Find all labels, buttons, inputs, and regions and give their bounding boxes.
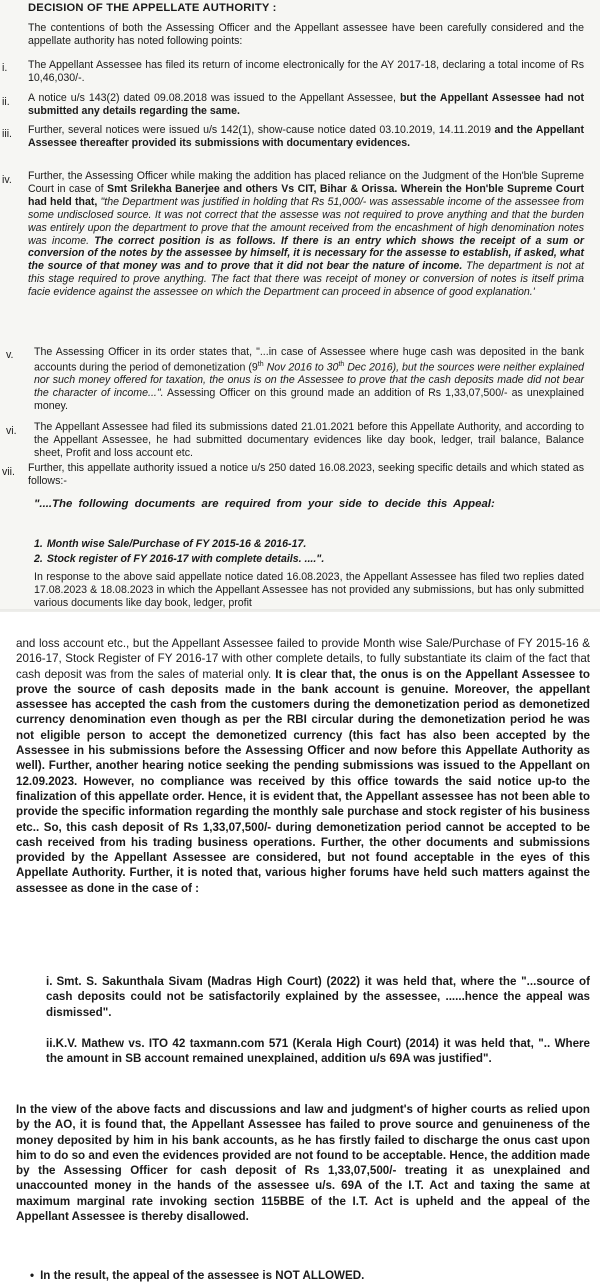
point-text: The Appellant Assessee had filed its submissions dated 21.01.2021 before this Appellate Authority, and according to the Appellant Assessee, he had submitted documentary evidences like day book, ledger, trail balance, Balance sheet, Profit and loss account etc. (34, 421, 584, 459)
continuation-paragraph: and loss account etc., but the Appellant Assessee failed to provide Month wise Sale/Purchase of FY 2015-16 & 2016-17, Stock Register of FY 2016-17 with other complete details, to fully substantiate its claim of the fact that cash deposit was from the sales of material only. It is clear that, the onus is on the Appellant Assessee to prove the source of cash deposits made in the bank account is genuine. Moreover, the appellant assessee has accepted the cash from the customers during the demonetization period as demonetized currency denomination even though as per the RBI circular during the demonetization period he was not eligible person to accept the demonetized currency (this fact has also been accepted by the Assessee in his submissions before the Assessing Officer and now before this Appellate Authority as well). Further, another hearing notice seeking the pending submissions was issued to the Appellant on 12.09.2023. However, no compliance was received by this office towards the said notice up-to the finalization of this appellate order. Hence, it is evident that, the Appellant assessee has not been able to provide the specific information regarding the monthly sale purchase and stock register of his business etc.. So, this cash deposit of Rs 1,33,07,500/- during demonetization period cannot be accepted to be cash received from his trading business operations. Further, the other documents and submissions provided by the Appellant Assessee are considered, but not found acceptable in the eyes of this Appellate Authority. Further, it is noted that, various higher forums have held such matters against the assessee as done in the case of : (16, 637, 591, 895)
bullet: • (30, 1269, 35, 1282)
point-text: The Appellant Assessee has filed its return of income electronically for the AY 2017-18, declaring a total income of Rs 10,46,030/-. (28, 59, 584, 84)
case-item: i. Smt. S. Sakunthala Sivam (Madras High Court) (2022) it was held that, where the "...source of cash deposits could not be satisfactorily explained by the assessee, ......hence the appeal was dismissed". (46, 975, 590, 1019)
point-number: vi. (6, 425, 17, 437)
point-number: iv. (2, 174, 12, 186)
point-text: Further, the Assessing Officer while making the addition has placed reliance on the Judgment of the Hon'ble Supreme Court in case of Smt Srilekha Banerjee and others Vs CIT, Bihar & Orissa. Wherein the Hon'ble Supreme Court had held that, "the Department was justified in holding that Rs 51,000/- was assessable income of the assessee from some undisclosed source. It was not correct that the assesse was not required to prove anything and that the burden was entirely upon the department to prove that the amount received from the encashment of high denomination notes was income. The correct position is as follows. If there is an entry which shows the receipt of a sum or conversion of the notes by the assessee by himself, it is necessary for the assesse to establish, if asked, what the source of that money was and to prove that it did not bear the nature of income. The department is not at this stage required to prove anything. The fact that there was receipt of money or conversion of notes is itself prima facie evidence against the assessee on which the Department can proceed in absence of good explanation.' (28, 170, 585, 299)
point-text: Further, this appellate authority issued a notice u/s 250 dated 16.08.2023, seeking specific details and which stated as follows:- (28, 462, 584, 487)
intro-paragraph: The contentions of both the Assessing Officer and the Appellant assessee have been carefully considered and the appellate authority has noted following points: (28, 22, 584, 47)
conclusion-paragraph: In the view of the above facts and discussions and law and judgment's of higher courts as relied upon by the AO, it is found that, the Appellant Assessee has failed to prove source and genuineness of the money deposited by him in his bank accounts, as he has firstly failed to discharge the onus cast upon him to do so and even the evidences provided are not found to be acceptable. Hence, the addition made by the Assessing Officer for cash deposit of Rs 1,33,07,500/- treating it as unexplained and unaccounted money in the hands of the assessee u/s. 69A of the I.T. Act and taxing the same at maximum marginal rate invoking section 115BBE of the I.T. Act is upheld and the appeal of the Appellant Assessee is thereby disallowed. (16, 1103, 590, 1224)
result-line: • In the result, the appeal of the assessee is NOT ALLOWED. (30, 1269, 365, 1282)
response-paragraph: In response to the above said appellate notice dated 16.08.2023, the Appellant Assessee has filed two replies dated 17.08.2023 & 18.08.2023 in which the Appellant Assessee has not provided any submissions, but has only submitted various documents like day book, ledger, profit (34, 571, 584, 609)
requirement-item: 2. Stock register of FY 2016-17 with complete details. ....". (34, 553, 325, 565)
point-number: iii. (2, 128, 13, 140)
case-item: ii.K.V. Mathew vs. ITO 42 taxmann.com 571 (Kerala High Court) (2014) it was held that, ".. Where the amount in SB account remained unexplained, addition u/s 69A was justified". (46, 1037, 590, 1066)
point-text: The Assessing Officer in its order states that, "...in case of Assessee where huge cash was deposited in the bank accounts during the period of demonetization (9th Nov 2016 to 30th Dec 2016), but the sources were neither explained nor such money offered for taxation, the onus is on the Assessee to prove that the cash deposits made did not bear the character of income...". Assessing Officer on this ground made an addition of Rs 1,33,07,500/- as unexplained money. (34, 346, 584, 413)
point-number: i. (2, 62, 8, 74)
point-number: v. (6, 349, 14, 361)
scanned-page-top (0, 0, 600, 612)
point-text: A notice u/s 143(2) dated 09.08.2018 was issued to the Appellant Assessee, but the Appellant Assessee had not submitted any details regarding the same. (28, 92, 584, 117)
point-text: Further, several notices were issued u/s 142(1), show-cause notice dated 03.10.2019, 14.11.2019 and the Appellant Assessee thereafter provided its submissions with documentary evidences. (28, 124, 585, 149)
point-number: ii. (2, 96, 10, 108)
point-number: vii. (2, 466, 15, 478)
notice-quote: "....The following documents are required from your side to decide this Appeal: (34, 498, 495, 510)
scanned-page-bottom (0, 612, 600, 1287)
section-heading: DECISION OF THE APPELLATE AUTHORITY : (28, 2, 277, 14)
requirement-item: 1. Month wise Sale/Purchase of FY 2015-16 & 2016-17. (34, 538, 307, 550)
